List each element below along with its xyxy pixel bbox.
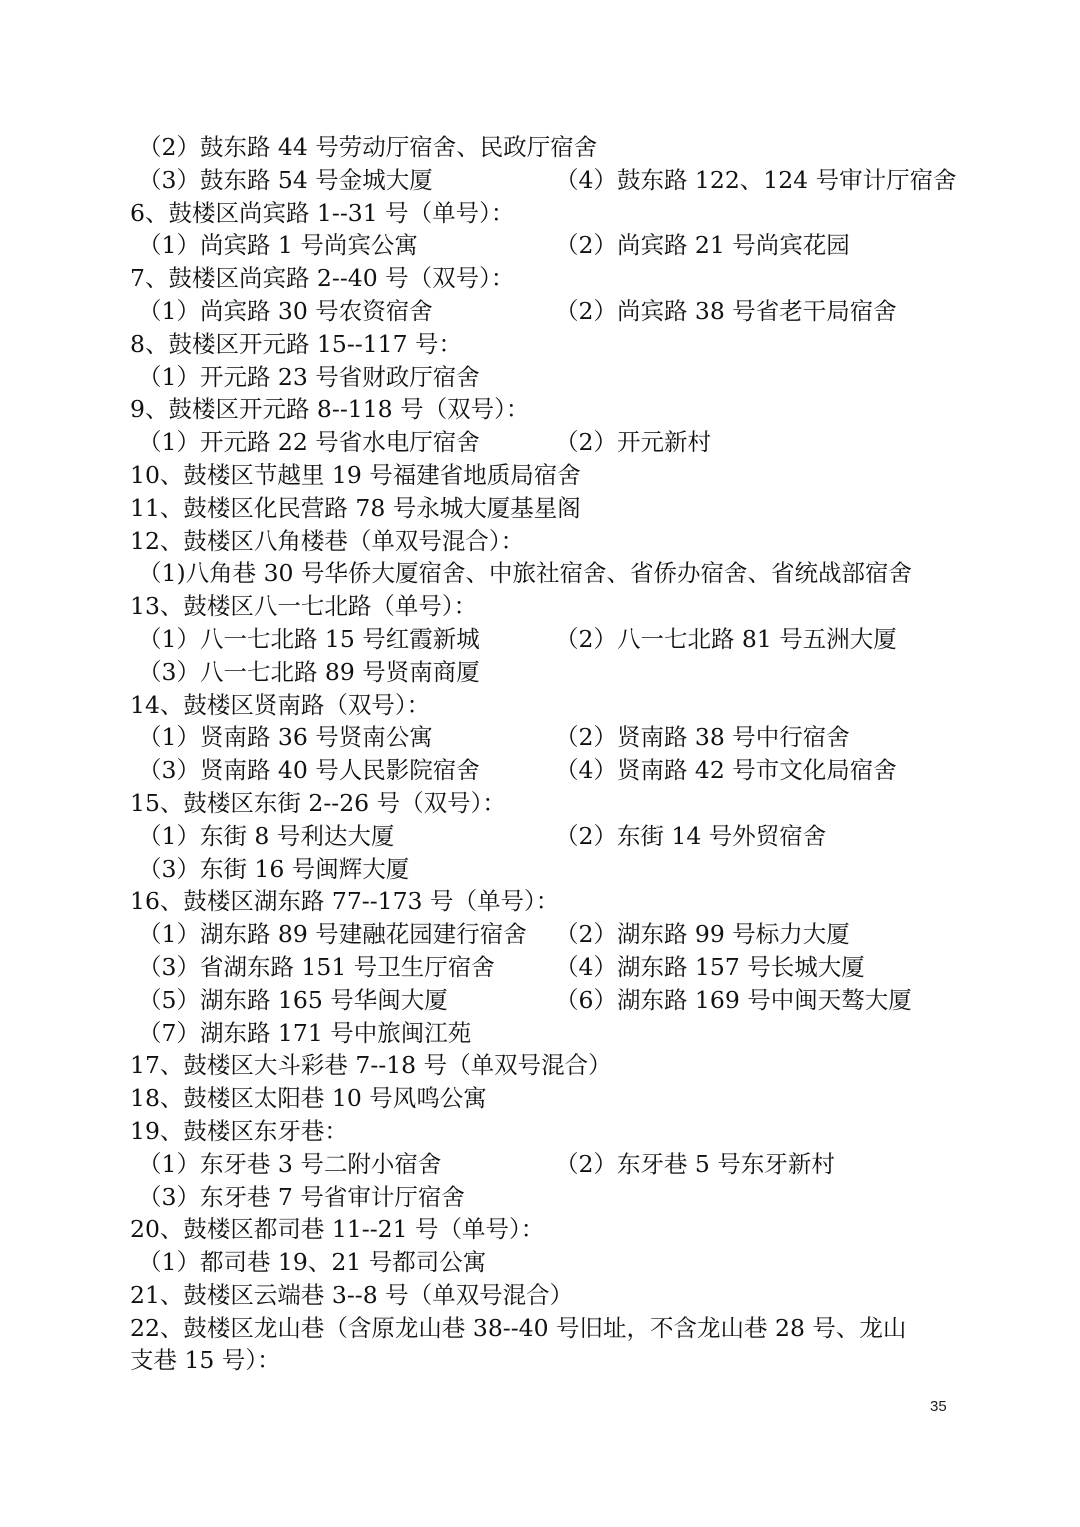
line-text-left: 6、鼓楼区尚宾路 1--31 号（单号）： bbox=[130, 198, 515, 227]
address-line bbox=[130, 1148, 960, 1181]
line-text-left: （1）贤南路 36 号贤南公寓 bbox=[138, 723, 433, 752]
address-line bbox=[130, 557, 960, 590]
line-text-left: （2）鼓东路 44 号劳动厅宿舍、民政厅宿舍 bbox=[138, 133, 598, 161]
section-heading-line bbox=[130, 393, 960, 426]
address-line bbox=[130, 984, 960, 1017]
address-line bbox=[130, 754, 960, 787]
section-heading-line bbox=[130, 525, 960, 558]
address-line bbox=[130, 361, 960, 394]
line-text-right: （4）鼓东路 122、124 号审计厅宿舍 bbox=[555, 165, 957, 194]
section-heading-line bbox=[130, 1344, 960, 1377]
address-line bbox=[130, 426, 960, 459]
address-line bbox=[130, 918, 960, 951]
address-line bbox=[130, 623, 960, 656]
line-text-left: （1）湖东路 89 号建融花园建行宿舍 bbox=[138, 920, 527, 949]
line-text-left: 16、鼓楼区湖东路 77--173 号（单号）： bbox=[130, 887, 560, 916]
section-heading-line bbox=[130, 590, 960, 623]
address-line bbox=[130, 229, 960, 262]
section-heading-line bbox=[130, 492, 960, 525]
line-text-left: （1）东牙巷 3 号二附小宿舍 bbox=[138, 1149, 442, 1178]
line-text-right: （2）东街 14 号外贸宿舍 bbox=[555, 821, 827, 850]
line-text-left: 14、鼓楼区贤南路（双号）： bbox=[130, 690, 431, 719]
page-number: 35 bbox=[930, 1398, 947, 1415]
line-text-left: （3）贤南路 40 号人民影院宿舍 bbox=[138, 756, 480, 785]
line-text-left: （1）开元路 22 号省水电厅宿舍 bbox=[138, 428, 480, 457]
line-text-left: （1）八一七北路 15 号红霞新城 bbox=[138, 624, 480, 653]
section-heading-line bbox=[130, 1213, 960, 1246]
line-text-left: （1）都司巷 19、21 号都司公寓 bbox=[138, 1248, 487, 1277]
line-text-right: （2）东牙巷 5 号东牙新村 bbox=[555, 1149, 835, 1178]
line-text-left: （1）尚宾路 1 号尚宾公寓 bbox=[138, 231, 418, 260]
line-text-left: 10、鼓楼区节越里 19 号福建省地质局宿舍 bbox=[130, 460, 581, 489]
section-heading-line bbox=[130, 328, 960, 361]
address-line bbox=[130, 295, 960, 328]
section-heading-line bbox=[130, 459, 960, 492]
section-heading-line bbox=[130, 689, 960, 722]
address-line bbox=[130, 1181, 960, 1214]
address-line bbox=[130, 820, 960, 853]
line-text-right: （2）尚宾路 21 号尚宾花园 bbox=[555, 231, 850, 260]
line-text-left: （1）东街 8 号利达大厦 bbox=[138, 821, 395, 850]
address-line bbox=[130, 131, 960, 164]
line-text-left: 21、鼓楼区云端巷 3--8 号（单双号混合） bbox=[130, 1280, 574, 1309]
line-text-left: （3）八一七北路 89 号贤南商厦 bbox=[138, 657, 480, 686]
address-line bbox=[130, 1017, 960, 1050]
line-text-left: （5）湖东路 165 号华闽大厦 bbox=[138, 985, 448, 1014]
line-text-left: （3）东牙巷 7 号省审计厅宿舍 bbox=[138, 1182, 465, 1211]
section-heading-line bbox=[130, 1279, 960, 1312]
line-text-right: （2）湖东路 99 号标力大厦 bbox=[555, 920, 850, 949]
section-heading-line bbox=[130, 787, 960, 820]
line-text-left: （7）湖东路 171 号中旅闽江苑 bbox=[138, 1018, 472, 1047]
line-text-left: 20、鼓楼区都司巷 11--21 号（单号）： bbox=[130, 1215, 545, 1244]
line-text-left: （1）尚宾路 30 号农资宿舍 bbox=[138, 296, 433, 325]
address-line bbox=[130, 721, 960, 754]
line-text-left: 12、鼓楼区八角楼巷（单双号混合）： bbox=[130, 526, 525, 555]
line-text-left: （1）开元路 23 号省财政厅宿舍 bbox=[138, 362, 480, 391]
line-text-left: （3）鼓东路 54 号金城大厦 bbox=[138, 165, 433, 194]
section-heading-line bbox=[130, 885, 960, 918]
section-heading-line bbox=[130, 1312, 960, 1345]
document-body bbox=[130, 131, 960, 1377]
line-text-left: 支巷 15 号）： bbox=[130, 1346, 281, 1375]
address-line bbox=[130, 656, 960, 689]
address-line bbox=[130, 853, 960, 886]
line-text-right: （2）开元新村 bbox=[555, 428, 711, 457]
line-text-left: 11、鼓楼区化民营路 78 号永城大厦基星阁 bbox=[130, 493, 581, 522]
line-text-right: （4）贤南路 42 号市文化局宿舍 bbox=[555, 756, 897, 785]
section-heading-line bbox=[130, 262, 960, 295]
line-text-right: （2）尚宾路 38 号省老干局宿舍 bbox=[555, 296, 897, 325]
address-line bbox=[130, 951, 960, 984]
section-heading-line bbox=[130, 197, 960, 230]
line-text-left: 18、鼓楼区太阳巷 10 号风鸣公寓 bbox=[130, 1084, 487, 1113]
line-text-right: （4）湖东路 157 号长城大厦 bbox=[555, 952, 865, 981]
section-heading-line bbox=[130, 1115, 960, 1148]
line-text-right: （2）八一七北路 81 号五洲大厦 bbox=[555, 624, 897, 653]
line-text-left: 19、鼓楼区东牙巷： bbox=[130, 1116, 348, 1145]
line-text-left: 15、鼓楼区东街 2--26 号（双号）： bbox=[130, 788, 506, 817]
line-text-right: （6）湖东路 169 号中闽天骜大厦 bbox=[555, 985, 912, 1014]
section-heading-line bbox=[130, 1082, 960, 1115]
line-text-right: （2）贤南路 38 号中行宿舍 bbox=[555, 723, 850, 752]
address-line bbox=[130, 1246, 960, 1279]
section-heading-line bbox=[130, 1049, 960, 1082]
line-text-left: 22、鼓楼区龙山巷（含原龙山巷 38--40 号旧址，不含龙山巷 28 号、龙山 bbox=[130, 1313, 907, 1342]
line-text-left: 9、鼓楼区开元路 8--118 号（双号）： bbox=[130, 395, 530, 424]
address-line bbox=[130, 164, 960, 197]
line-text-left: 13、鼓楼区八一七北路（单号）： bbox=[130, 592, 478, 621]
line-text-left: 7、鼓楼区尚宾路 2--40 号（双号）： bbox=[130, 264, 515, 293]
line-text-left: 17、鼓楼区大斗彩巷 7--18 号（单双号混合） bbox=[130, 1051, 612, 1080]
line-text-left: （3）省湖东路 151 号卫生厅宿舍 bbox=[138, 952, 495, 981]
line-text-left: （1)八角巷 30 号华侨大厦宿舍、中旅社宿舍、省侨办宿舍、省统战部宿舍 bbox=[138, 559, 912, 588]
line-text-left: （3）东街 16 号闽辉大厦 bbox=[138, 854, 410, 883]
line-text-left: 8、鼓楼区开元路 15--117 号： bbox=[130, 329, 463, 358]
